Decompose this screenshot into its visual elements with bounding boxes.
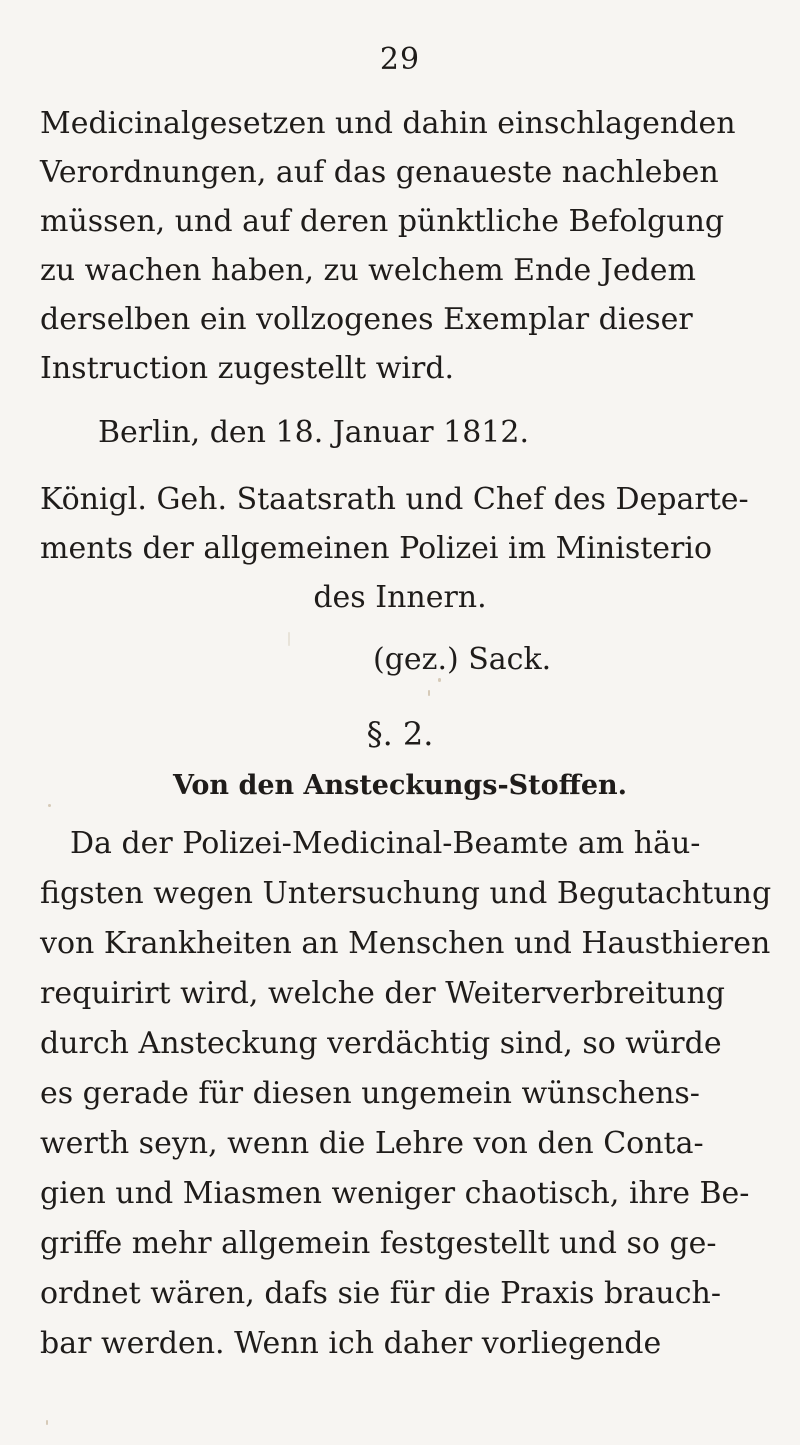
paragraph2-line-6: es gerade für diesen ungemein wünschens- bbox=[40, 1076, 700, 1111]
paragraph2-line-9: griffe mehr allgemein festgestellt und so ge- bbox=[40, 1226, 717, 1261]
paragraph1-line-1: Medicinalgesetzen und dahin einschlagenden bbox=[40, 106, 736, 141]
paragraph2-line-5: durch Ansteckung verdächtig sind, so würde bbox=[40, 1026, 722, 1061]
section-number: §. 2. bbox=[366, 715, 434, 753]
paragraph1-line-2: Verordnungen, auf das genaueste nachleben bbox=[40, 155, 719, 190]
paragraph1-line-4: zu wachen haben, zu welchem Ende Jedem bbox=[40, 253, 696, 288]
dateline: Berlin, den 18. Januar 1812. bbox=[98, 415, 529, 450]
paragraph2-line-1: Da der Polizei-Medicinal-Beamte am häu- bbox=[70, 826, 701, 861]
paragraph2-line-10: ordnet wären, dafs sie für die Praxis brauch- bbox=[40, 1276, 721, 1311]
scan-speck bbox=[48, 804, 51, 807]
signature-line-3: des Innern. bbox=[313, 580, 487, 615]
paragraph2-line-2: figsten wegen Untersuchung und Begutachtung bbox=[40, 876, 772, 911]
paragraph2-line-11: bar werden. Wenn ich daher vorliegende bbox=[40, 1326, 662, 1361]
paragraph2-line-8: gien und Miasmen weniger chaotisch, ihre Be- bbox=[40, 1176, 750, 1211]
paragraph2-line-3: von Krankheiten an Menschen und Hausthieren bbox=[40, 926, 771, 961]
scan-speck bbox=[288, 632, 290, 646]
signature-line-2: ments der allgemeinen Polizei im Ministerio bbox=[40, 531, 713, 566]
scan-speck bbox=[428, 690, 430, 696]
page-number: 29 bbox=[379, 42, 421, 77]
paragraph1-line-3: müssen, und auf deren pünktliche Befolgung bbox=[40, 204, 725, 239]
signature-line-1: Königl. Geh. Staatsrath und Chef des Departe- bbox=[40, 482, 749, 517]
scan-speck bbox=[438, 678, 441, 682]
section-heading: Von den Ansteckungs-Stoffen. bbox=[172, 770, 628, 801]
paragraph2-line-4: requirirt wird, welche der Weiterverbreitung bbox=[40, 976, 725, 1011]
paragraph1-line-5: derselben ein vollzogenes Exemplar dieser bbox=[40, 302, 693, 337]
paragraph2-line-7: werth seyn, wenn die Lehre von den Conta- bbox=[40, 1126, 704, 1161]
signed-by: (gez.) Sack. bbox=[373, 642, 552, 677]
paragraph1-line-6: Instruction zugestellt wird. bbox=[40, 351, 455, 386]
scan-speck bbox=[46, 1420, 48, 1425]
